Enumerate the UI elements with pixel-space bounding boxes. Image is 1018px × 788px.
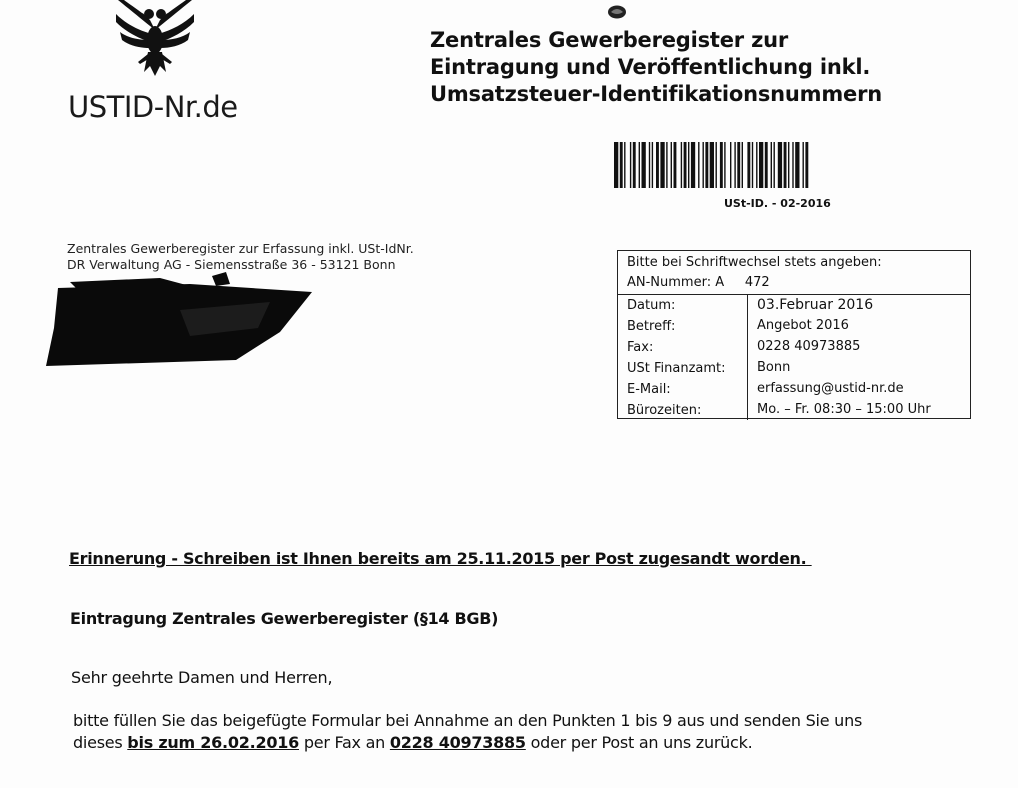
- reference-instruction: Bitte bei Schriftwechsel stets angeben:: [627, 255, 882, 270]
- barcode-bar: [639, 142, 640, 188]
- barcode-bar: [730, 142, 731, 188]
- redacted-recipient-address: [40, 270, 320, 370]
- barcode-bar: [630, 142, 631, 188]
- barcode-bar: [688, 142, 689, 188]
- barcode-bar: [633, 142, 636, 188]
- reference-info-header: [618, 251, 970, 295]
- barcode-bar: [624, 142, 625, 188]
- barcode-bar: [803, 142, 804, 188]
- sender-address: [67, 241, 414, 273]
- info-value: Angebot 2016: [757, 318, 849, 333]
- barcode-bar: [771, 142, 772, 188]
- letter-paragraph: [73, 710, 973, 754]
- info-value: Mo. – Fr. 08:30 – 15:00 Uhr: [757, 402, 931, 417]
- info-row-subject: [618, 317, 970, 338]
- reminder-notice: Erinnerung - Schreiben ist Ihnen bereits am 25.11.2015 per Post zugesandt worden.: [69, 549, 812, 568]
- info-key: Bürozeiten:: [627, 403, 702, 418]
- barcode-bar: [788, 142, 789, 188]
- barcode-bar: [660, 142, 664, 188]
- info-key: Betreff:: [627, 319, 676, 334]
- barcode-bar: [742, 142, 743, 188]
- info-key: E-Mail:: [627, 382, 671, 397]
- emblem-icon: [606, 3, 628, 21]
- paragraph-text: dieses: [73, 733, 128, 752]
- organization-title-line: Eintragung und Veröffentlichung inkl.: [430, 55, 871, 79]
- barcode-bar: [666, 142, 667, 188]
- barcode-bar: [720, 142, 723, 188]
- barcode-bar: [778, 142, 782, 188]
- organization-title-line: Umsatzsteuer-Identifikationsnummern: [430, 82, 882, 106]
- barcode-bar: [724, 142, 725, 188]
- paragraph-text: oder per Post an uns zurück.: [525, 733, 753, 752]
- info-key: Fax:: [627, 340, 654, 355]
- barcode-bar: [756, 142, 757, 188]
- info-value: 03.Februar 2016: [757, 297, 874, 313]
- barcode-bar: [705, 142, 708, 188]
- fax-number: 0228 40973885: [389, 733, 526, 752]
- barcode-bar: [774, 142, 775, 188]
- info-key: Datum:: [627, 298, 676, 313]
- info-value: erfassung@ustid-nr.de: [757, 381, 904, 396]
- letter-subject: Eintragung Zentrales Gewerberegister (§14 BGB): [70, 609, 499, 628]
- paragraph-text: per Fax an: [299, 733, 390, 752]
- barcode-bar: [652, 142, 653, 188]
- salutation: Sehr geehrte Damen und Herren,: [71, 668, 333, 687]
- info-value: 0228 40973885: [757, 339, 861, 354]
- info-row-date: [618, 296, 970, 317]
- barcode-bar: [642, 142, 646, 188]
- brand-name: USTID-Nr.de: [68, 90, 238, 124]
- barcode-bar: [614, 142, 618, 188]
- barcode-bar: [671, 142, 672, 188]
- info-row-fax: [618, 338, 970, 359]
- barcode-bar: [656, 142, 659, 188]
- barcode-caption: USt-ID. - 02-2016: [724, 197, 831, 210]
- deadline-date: bis zum 26.02.2016: [127, 733, 299, 752]
- paragraph-line: bitte füllen Sie das beigefügte Formular bei Annahme an den Punkten 1 bis 9 aus und senden Sie uns: [73, 711, 863, 730]
- barcode-bar: [716, 142, 717, 188]
- barcode-bar: [805, 142, 808, 188]
- barcode-bar: [795, 142, 799, 188]
- info-value: Bonn: [757, 360, 791, 375]
- barcode-bar: [703, 142, 704, 188]
- paragraph-line: [73, 732, 973, 754]
- barcode-bar: [765, 142, 768, 188]
- organization-title-line: Zentrales Gewerberegister zur: [430, 28, 788, 52]
- barcode-bar: [747, 142, 750, 188]
- barcode-bar: [649, 142, 650, 188]
- barcode-bar: [737, 142, 740, 188]
- barcode-bar: [681, 142, 682, 188]
- barcode-bar: [734, 142, 735, 188]
- organization-title: [430, 27, 950, 108]
- barcode-bar: [674, 142, 677, 188]
- sender-line: DR Verwaltung AG - Siemensstraße 36 - 53121 Bonn: [67, 257, 396, 272]
- info-row-tax-office: [618, 359, 970, 380]
- barcode: [612, 142, 966, 190]
- barcode-bar: [698, 142, 699, 188]
- barcode-bar: [710, 142, 714, 188]
- barcode-bar: [684, 142, 687, 188]
- info-key: USt Finanzamt:: [627, 361, 726, 376]
- barcode-bar: [620, 142, 623, 188]
- info-row-email: [618, 380, 970, 401]
- reference-info-box: [617, 250, 971, 419]
- barcode-bar: [752, 142, 753, 188]
- an-number: AN-Nummer: A 472: [627, 275, 770, 290]
- eagle-logo: [110, 0, 200, 78]
- barcode-bar: [691, 142, 695, 188]
- barcode-bar: [792, 142, 793, 188]
- barcode-bar: [759, 142, 763, 188]
- sender-line: Zentrales Gewerberegister zur Erfassung inkl. USt-IdNr.: [67, 241, 414, 256]
- info-row-office-hours: [618, 401, 970, 422]
- barcode-bar: [784, 142, 787, 188]
